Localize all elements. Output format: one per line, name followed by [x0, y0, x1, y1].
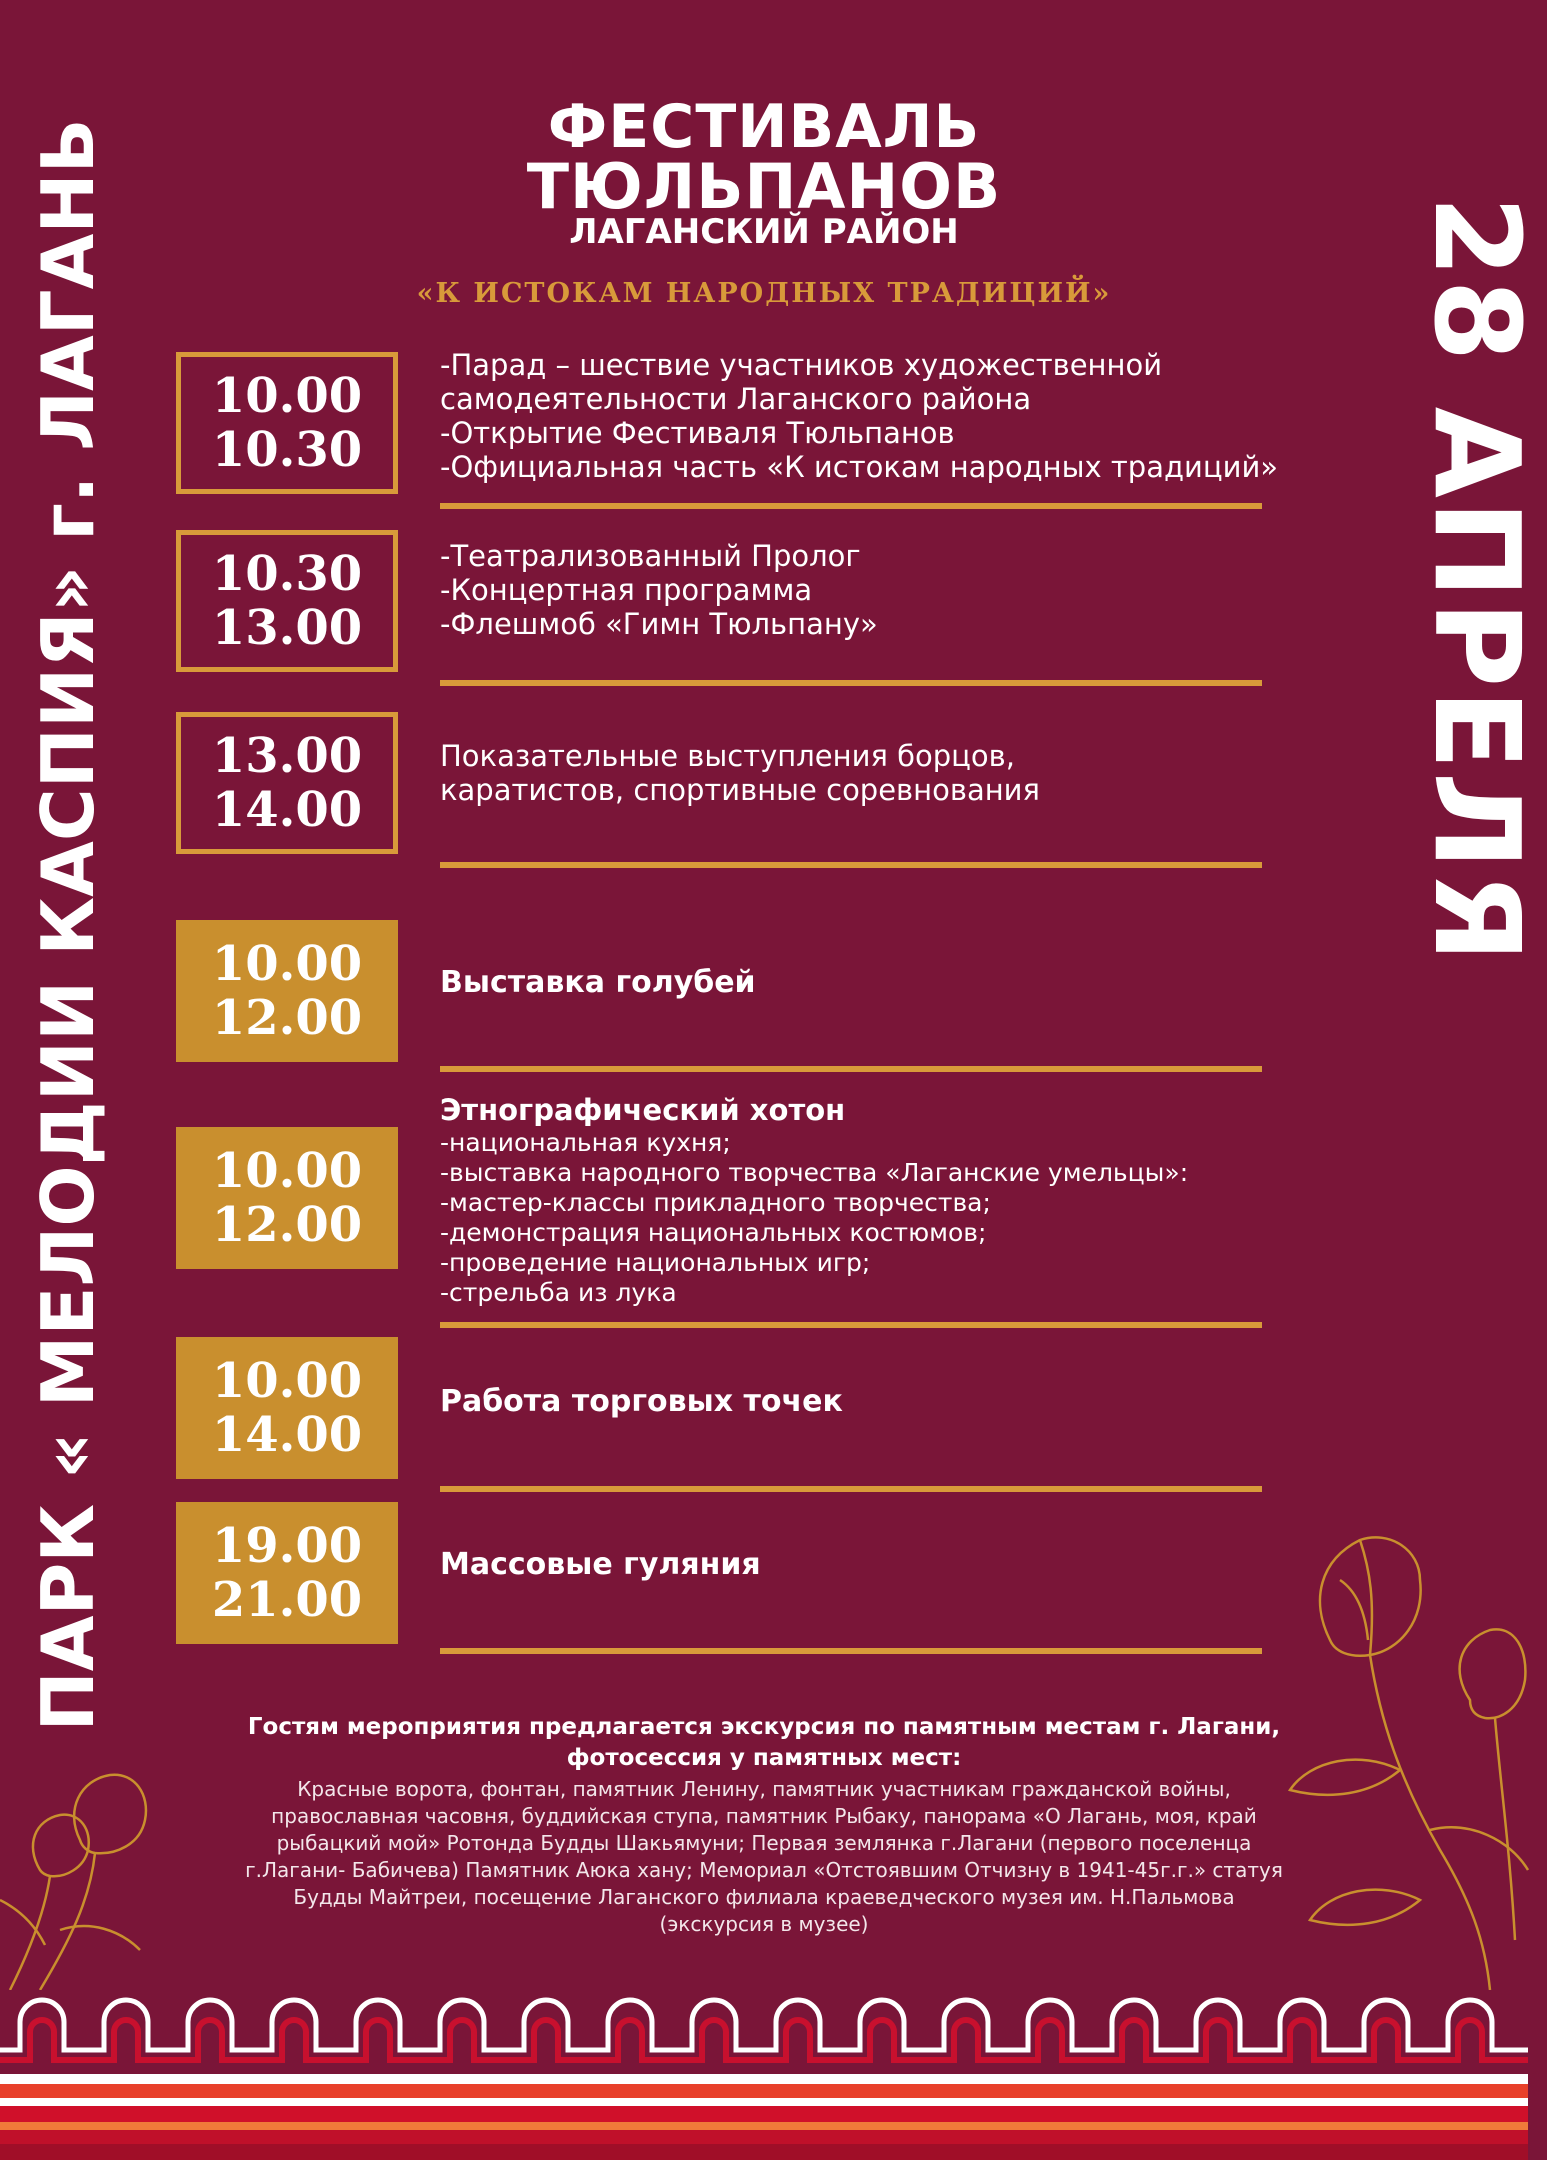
- divider-rule: [440, 1322, 1262, 1328]
- divider-rule: [440, 680, 1262, 686]
- festival-subtitle: ЛАГАНСКИЙ РАЙОН: [569, 212, 959, 252]
- time-box: [176, 352, 398, 494]
- description-line: -Флешмоб «Гимн Тюльпану»: [440, 607, 878, 641]
- schedule-title: Работа торговых точек: [440, 1384, 843, 1419]
- description-line: -Открытие Фестиваля Тюльпанов: [440, 416, 955, 450]
- schedule-title: Выставка голубей: [440, 965, 756, 1000]
- excursion-heading: [240, 1712, 1288, 1774]
- time-from: 10.00: [211, 1143, 363, 1199]
- time-to: 14.00: [211, 782, 363, 838]
- description-line: -выставка народного творчества «Лаганские умельцы»:: [440, 1158, 1189, 1187]
- time-from: 13.00: [211, 728, 363, 784]
- description-line: -мастер-классы прикладного творчества;: [440, 1188, 991, 1217]
- schedule-description: [440, 739, 1300, 807]
- description-line: -проведение национальных игр;: [440, 1248, 871, 1277]
- divider-rule: [440, 1648, 1262, 1654]
- description-line: Показательные выступления борцов,: [440, 739, 1015, 773]
- excursion-heading-line: фотосессия у памятных мест:: [566, 1745, 962, 1771]
- festival-title-line2: ТЮЛЬПАНОВ: [526, 150, 1002, 223]
- date-label: 28 АПРЕЛЯ: [1408, 195, 1547, 965]
- description-line: -национальная кухня;: [440, 1128, 731, 1157]
- schedule-heading: Этнографический хотон: [440, 1093, 846, 1127]
- time-to: 10.30: [211, 422, 363, 478]
- time-to: 14.00: [211, 1407, 363, 1463]
- description-line: -Театрализованный Пролог: [440, 539, 861, 573]
- time-to: 21.00: [211, 1572, 363, 1628]
- festival-title-line1: ФЕСТИВАЛЬ: [547, 92, 981, 162]
- description-line: -демонстрация национальных костюмов;: [440, 1218, 987, 1247]
- venue-label: ПАРК « МЕЛОДИИ КАСПИЯ» г. ЛАГАНЬ: [26, 118, 110, 1732]
- divider-rule: [440, 503, 1262, 509]
- description-line: самодеятельности Лаганского района: [440, 382, 1032, 416]
- schedule-description: [440, 348, 1300, 484]
- time-from: 10.30: [211, 546, 363, 602]
- time-box: [176, 712, 398, 854]
- excursion-line: православная часовня, буддийская ступа, памятник Рыбаку, панорама «О Лагань, моя, край: [271, 1804, 1257, 1828]
- description-line: -Официальная часть «К истокам народных традиций»: [440, 450, 1279, 484]
- schedule-description: [440, 1092, 1300, 1308]
- time-to: 12.00: [211, 990, 363, 1046]
- description-line: каратистов, спортивные соревнования: [440, 773, 1040, 807]
- tulip-decoration-right: [1270, 1520, 1528, 1990]
- excursion-line: (экскурсия в музее): [659, 1912, 869, 1936]
- time-from: 10.00: [211, 368, 363, 424]
- tulip-decoration-left: [0, 1760, 160, 1990]
- time-box: [176, 1337, 398, 1479]
- festival-motto: «К ИСТОКАМ НАРОДНЫХ ТРАДИЦИЙ»: [416, 278, 1112, 309]
- time-from: 19.00: [211, 1518, 363, 1574]
- divider-rule: [440, 862, 1262, 868]
- description-line: -Парад – шествие участников художественной: [440, 348, 1163, 382]
- excursion-line: Красные ворота, фонтан, памятник Ленину, памятник участникам гражданской войны,: [297, 1777, 1231, 1801]
- excursion-text: [240, 1776, 1288, 1938]
- description-line: -Концертная программа: [440, 573, 813, 607]
- ornament-border: [0, 1990, 1528, 2160]
- divider-rule: [440, 1066, 1262, 1072]
- time-from: 10.00: [211, 936, 363, 992]
- schedule-description: [440, 539, 1300, 641]
- excursion-line: Будды Майтреи, посещение Лаганского филиала краеведческого музея им. Н.Пальмова: [293, 1885, 1235, 1909]
- time-box: [176, 1127, 398, 1269]
- time-from: 10.00: [211, 1353, 363, 1409]
- divider-rule: [440, 1486, 1262, 1492]
- schedule-title: Массовые гуляния: [440, 1547, 761, 1582]
- time-to: 13.00: [211, 600, 363, 656]
- time-box: [176, 530, 398, 672]
- description-line: -стрельба из лука: [440, 1278, 677, 1307]
- time-to: 12.00: [211, 1197, 363, 1253]
- excursion-line: г.Лагани- Бабичева) Памятник Аюка хану; Мемориал «Отстоявшим Отчизну в 1941-45г.г.» статуя: [245, 1858, 1283, 1882]
- excursion-line: рыбацкий мой» Ротонда Будды Шакьямуни; Первая землянка г.Лагани (первого поселенца: [276, 1831, 1252, 1855]
- time-box: [176, 1502, 398, 1644]
- time-box: [176, 920, 398, 1062]
- excursion-heading-line: Гостям мероприятия предлагается экскурсия по памятным местам г. Лагани,: [247, 1714, 1281, 1740]
